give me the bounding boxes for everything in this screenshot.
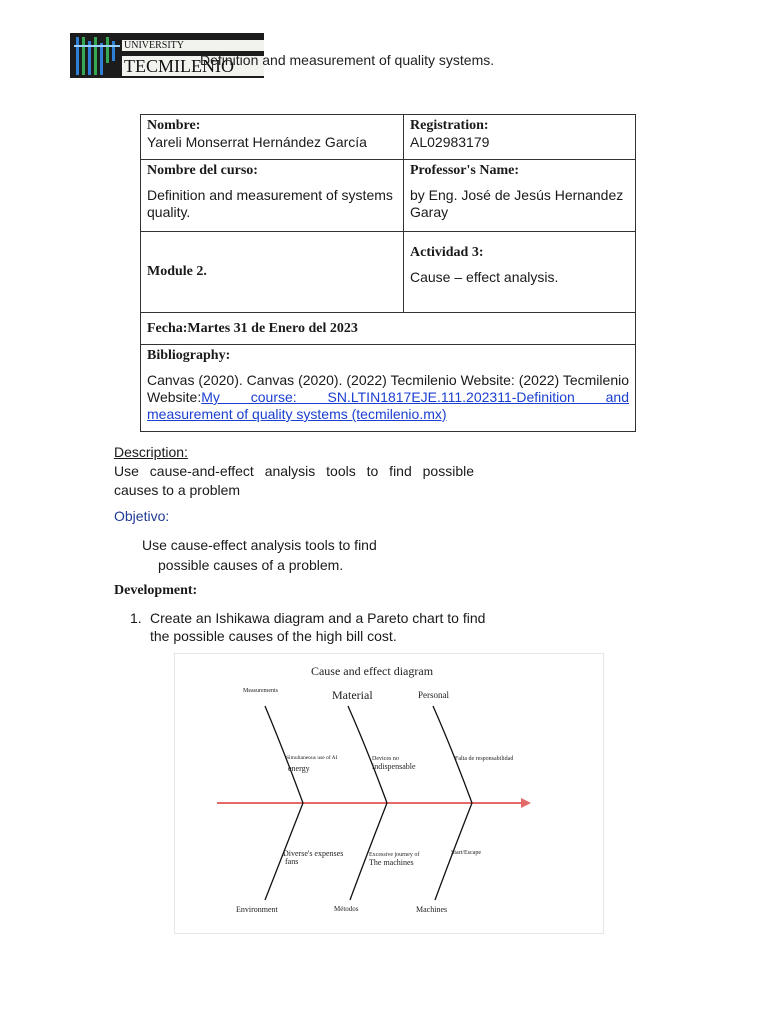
registration-value: AL02983179 xyxy=(410,134,490,150)
list-number: 1. xyxy=(130,610,142,626)
description-heading: Description: xyxy=(114,444,188,460)
cause-6: Start/Escape xyxy=(451,850,481,856)
bibliography-text: Canvas (2020). Canvas (2020). (2022) Tecmilenio Website: (2022) Tecmilenio Website: xyxy=(147,372,629,405)
registration-cell xyxy=(404,115,636,160)
category-material: Material xyxy=(332,688,373,702)
logo-mark-icon xyxy=(74,35,120,77)
cause-5-line-1: Excessive journey of xyxy=(369,852,420,858)
development-line-2: the possible causes of the high bill cost. xyxy=(150,628,397,644)
professor-label: Professor's Name: xyxy=(410,163,519,178)
description-text: Use cause-and-effect analysis tools to find possible causes to a problem xyxy=(114,463,474,498)
actividad-label: Actividad 3: xyxy=(410,245,484,260)
module-cell xyxy=(141,232,404,313)
curso-value: Definition and measurement of systems quality. xyxy=(147,187,393,220)
professor-value: by Eng. José de Jesús Hernandez Garay xyxy=(410,187,624,220)
category-methods: Métodos xyxy=(334,905,359,913)
category-machines: Machines xyxy=(416,905,448,914)
cause-1-line-1: Simultaneous use of AI xyxy=(286,755,338,761)
bibliography-cell xyxy=(141,345,636,432)
fecha-text: Fecha:Martes 31 de Enero del 2023 xyxy=(147,320,358,336)
course-link[interactable]: My course: SN.LTIN1817EJE.111.202311-Definition and measurement of quality systems (tecmilenio.mx) xyxy=(147,389,629,422)
cause-3: Falta de responsabilidad xyxy=(455,756,514,762)
logo-university-text: UNIVERSITY xyxy=(122,40,264,51)
module-label: Module 2. xyxy=(147,264,207,279)
name-cell xyxy=(141,115,404,160)
cause-4-line-2: fans xyxy=(285,857,299,866)
registration-label: Registration: xyxy=(410,118,489,133)
cause-4-line-1: Diverse's expenses xyxy=(283,849,344,858)
bone-personal xyxy=(433,706,472,803)
objective-line-2: possible causes of a problem. xyxy=(158,557,344,573)
curso-label: Nombre del curso: xyxy=(147,163,258,178)
cause-5-line-2: The machines xyxy=(369,858,414,867)
bone-material xyxy=(348,706,387,803)
development-line-1: Create an Ishikawa diagram and a Pareto chart to find xyxy=(150,610,486,626)
cause-2-line-2: indispensable xyxy=(372,762,416,771)
diagram-title: Cause and effect diagram xyxy=(310,664,434,678)
category-measurements: Measurements xyxy=(243,688,278,694)
cause-1-line-2: energy xyxy=(288,764,310,773)
nombre-value: Yareli Monserrat Hernández García xyxy=(147,134,367,150)
category-environment: Environment xyxy=(236,905,278,914)
nombre-label: Nombre: xyxy=(147,118,201,133)
professor-cell xyxy=(404,160,636,232)
development-list-item xyxy=(130,609,556,645)
date-cell xyxy=(141,313,636,345)
logo-tecmilenio-text: TECMILENIO xyxy=(122,56,264,76)
category-personal: Personal xyxy=(418,690,449,700)
actividad-value: Cause – effect analysis. xyxy=(410,269,559,285)
spine-arrowhead-icon xyxy=(521,798,531,808)
development-heading: Development: xyxy=(114,583,198,598)
cause-2-line-1: Devices no xyxy=(372,756,399,762)
document-header-title: Definition and measurement of quality systems. xyxy=(200,52,495,68)
objective-line-1: Use cause-effect analysis tools to find xyxy=(142,537,377,553)
student-info-table xyxy=(140,114,636,432)
course-cell xyxy=(141,160,404,232)
activity-cell xyxy=(404,232,636,313)
ishikawa-diagram xyxy=(174,653,604,934)
objective-heading: Objetivo: xyxy=(114,508,170,524)
bibliography-label: Bibliography: xyxy=(147,348,231,363)
objective-list-item xyxy=(138,536,436,575)
